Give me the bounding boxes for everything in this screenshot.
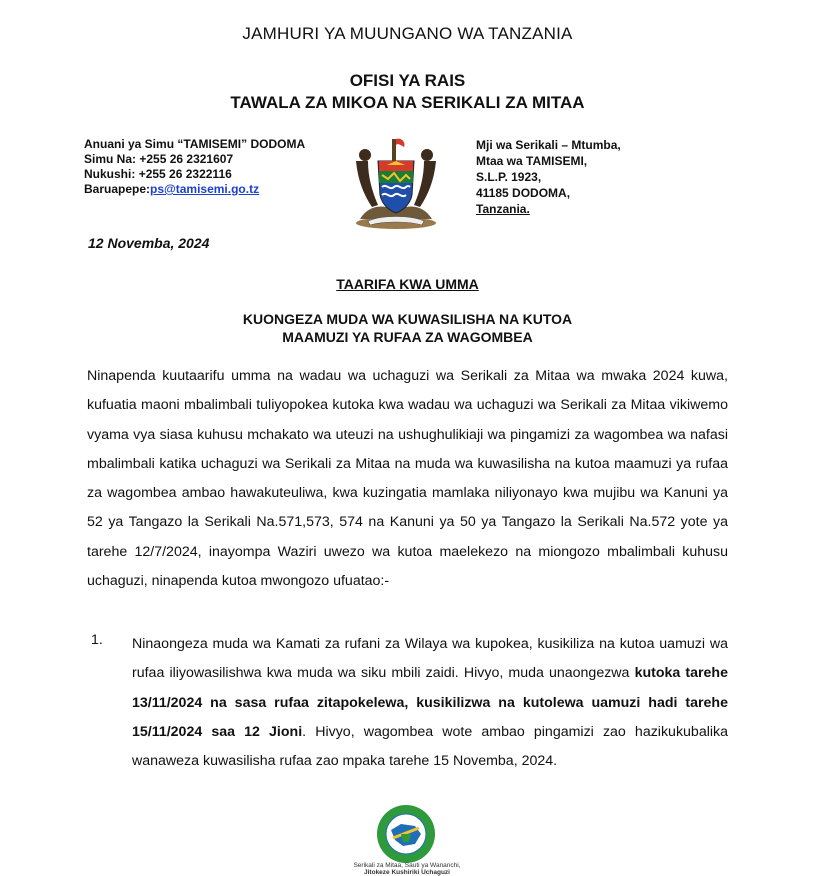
email-label: Baruapepe:	[84, 182, 151, 196]
footer-slogan	[329, 862, 485, 876]
subject-title	[0, 310, 815, 346]
list-item-text-bold: kutoka tarehe 13/11/2024 na sasa rufaa zitapokelewa, kusikilizwa na kutolewa uamuzi hadi tarehe 15/11/2024 saa 12 Jioni	[132, 665, 728, 740]
address-line5: Tanzania.	[476, 202, 530, 216]
address-line3: S.L.P. 1923,	[476, 170, 542, 184]
list-item-text-before: Ninaongeza muda wa Kamati za rufani za Wilaya wa kupokea, kusikiliza na kutoa uamuzi wa rufaa iliyowasilishwa kwa muda wa siku mbili zaidi. Hivyo, muda unaongezwa	[132, 636, 728, 682]
address-block	[476, 137, 621, 217]
telegram-address: Anuani ya Simu “TAMISEMI” DODOMA	[84, 137, 306, 151]
subject-line2: MAAMUZI YA RUFAA ZA WAGOMBEA	[282, 329, 533, 345]
subject-line1: KUONGEZA MUDA WA KUWASILISHA NA KUTOA	[242, 311, 573, 327]
office-title-line2: TAWALA ZA MIKOA NA SERIKALI ZA MITAA	[230, 93, 585, 112]
list-item-text	[132, 630, 728, 776]
address-line4: 41185 DODOMA,	[476, 186, 571, 200]
slogan-line2: Jitokeze Kushiriki Uchaguzi	[364, 869, 450, 876]
email-line	[84, 182, 305, 197]
body-paragraph: Ninapenda kuutaarifu umma na wadau wa uchaguzi wa Serikali za Mitaa wa mwaka 2024 kuwa, kufuatia maoni mbalimbali tuliyopokea kutoka kwa wadau wa uchaguzi wa Serikali za Mitaa vikiwemo vyama vya siasa kuhusu mchakato wa uteuzi na ushughulikiaji wa pingamizi za wagombea wa nafasi mbalimbali katika uchaguzi wa Serikali za Mitaa na muda wa kuwasilisha na kutoa maamuzi ya rufaa za wagombea ambao hawakuteuliwa, kwa kuzingatia mamlaka niliyonayo kwa mujibu wa Kanuni ya 52 ya Tangazo la Serikali Na.571,573, 574 na Kanuni ya 50 ya Tangazo la Serikali Na.572 yote ya tarehe 12/7/2024, inayompa Waziri uwezo wa kutoa maelekezo na miongozo mbalimbali kuhusu uchaguzi, ninapenda kutoa mwongozo ufuatao:-	[87, 368, 728, 590]
office-title-line1: OFISI YA RAIS	[349, 71, 466, 90]
notice-heading: TAARIFA KWA UMMA	[336, 276, 479, 292]
fax-line	[84, 167, 305, 182]
fax-number: +255 26 2322116	[138, 167, 232, 181]
office-title	[0, 70, 815, 114]
address-line1: Mji wa Serikali – Mtumba,	[476, 138, 621, 152]
election-emblem-icon	[371, 804, 441, 864]
list-item-number: 1.	[91, 632, 103, 648]
email-link[interactable]: ps@tamisemi.go.tz	[150, 182, 260, 196]
phone-line	[84, 152, 305, 167]
coat-of-arms-icon	[352, 131, 440, 231]
phone-label: Simu Na:	[84, 152, 137, 166]
address-line2: Mtaa wa TAMISEMI,	[476, 154, 588, 168]
slogan-line1: Serikali za Mitaa, Sauti ya Wananchi,	[353, 862, 461, 869]
list-item-text-after: . Hivyo, wagombea wote ambao pingamizi zao hazikukubalika wanaweza kuwasilisha rufaa zao mpaka tarehe 15 Novemba, 2024.	[132, 723, 728, 770]
fax-label: Nukushi:	[84, 167, 136, 181]
contact-block	[84, 137, 305, 197]
phone-number: +255 26 2321607	[139, 152, 234, 166]
document-date: 12 Novemba, 2024	[88, 235, 210, 251]
country-title: JAMHURI YA MUUNGANO WA TANZANIA	[242, 24, 573, 43]
